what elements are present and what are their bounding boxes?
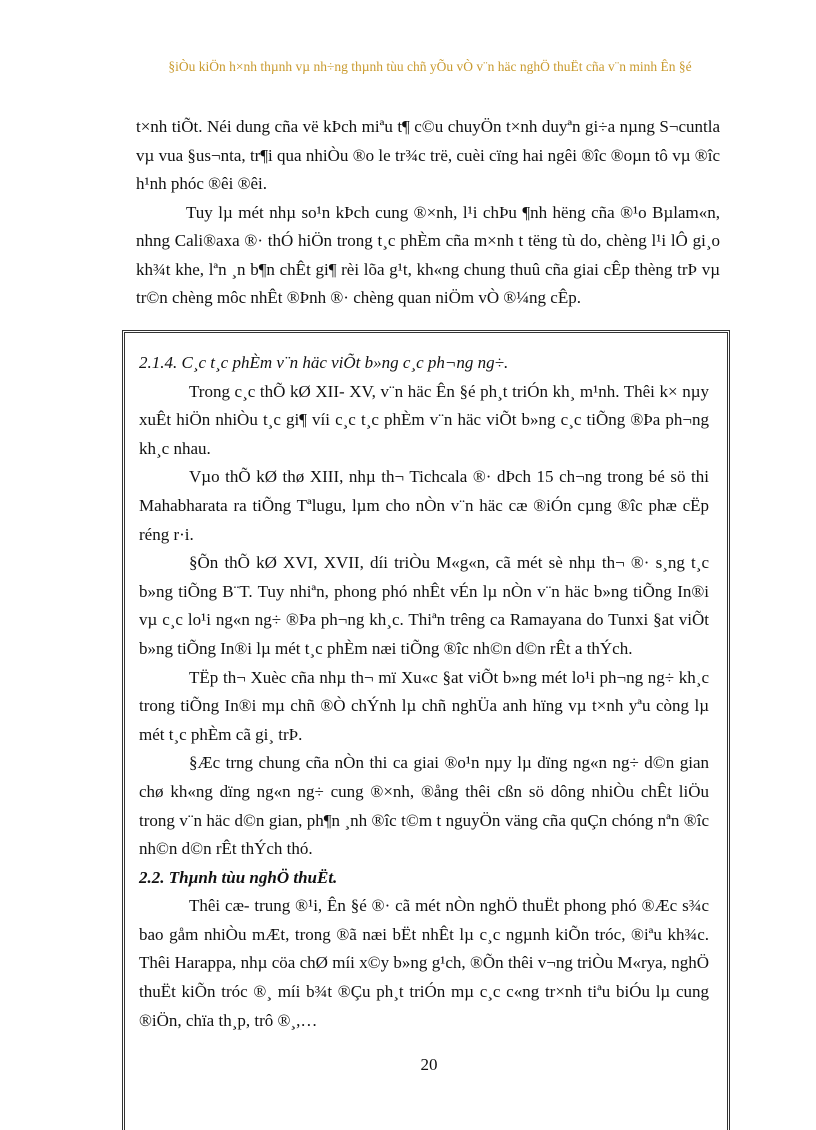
section-paragraph-1: Trong c¸c thÕ kØ XII- XV, v¨n häc Ên §é ph¸t triÓn kh¸ m¹nh. Thêi k× nµy xuÊt hiÖn nhiÒu t¸c gi¶ víi c¸c t¸c phÈm v¨n häc viÕt b»ng c¸c tiÕng ®Þa ph¬ng kh¸c nhau.: [139, 381, 709, 458]
intro-text-block: [136, 113, 720, 313]
section-paragraph-2: Vµo thÕ kØ thø XIII, nhµ th¬ Tichcala ®· dÞch 15 ch¬ng trong bé sö thi Mahabharata ra tiÕng Tªlugu, lµm cho nÒn v¨n häc cæ ®iÓn cµng ®îc phæ cËp réng r·i.: [139, 467, 709, 544]
intro-paragraph-1: t×nh tiÕt. Néi dung cña vë kÞch miªu t¶ c©u chuyÖn t×nh duyªn gi÷a nµng S¬cuntla vµ vua §us¬nta, tr¶i qua nhiÒu ®o le tr¾c trë, cuèi cïng hai ngêi ®îc ®oµn tô vµ ®îc h¹nh phóc ®êi ®êi.: [136, 117, 720, 193]
page-number: 20: [420, 1055, 438, 1074]
intro-paragraph-2: Tuy lµ mét nhµ so¹n kÞch cung ®×nh, l¹i chÞu ¶nh hëng cña ®¹o Bµlam«n, nhng Cali®axa ®· thÓ hiÖn trong t¸c phÈm cña m×nh t tëng tù do, chèng l¹i lÔ gi¸o kh¾t khe, lªn ¸n b¶n chÊt gi¶ rèi lõa g¹t, kh«ng chung thuû cña giai cÊp thèng trÞ vµ tr©n chèng môc nhÊt ®Þnh ®· chèng quan niÖm vÒ ®¼ng cÊp.: [136, 202, 720, 307]
running-header-text: §iÒu kiÖn h×nh thµnh vµ nh÷ng thµnh tùu chñ yÕu vÒ v¨n häc nghÖ thuËt cña v¨n minh Ên §é: [168, 59, 692, 74]
running-header: [130, 58, 730, 75]
section-heading: 2.1.4. C¸c t¸c phÈm v¨n häc viÕt b»ng c¸c ph¬ng ng÷.: [139, 353, 509, 372]
section-paragraph-3: §Õn thÕ kØ XVI, XVII, díi triÒu M«g«n, cã mét sè nhµ th¬ ®· s¸ng t¸c b»ng tiÕng B¨T. Tuy nhiªn, phong phó nhÊt vÉn lµ nÒn v¨n häc b»ng tiÕng In®i vµ c¸c lo¹i ng«n ng÷ ®Þa ph¬ng kh¸c. Thiªn trêng ca Ramayana do Tunxi §at viÕt b»ng tiÕng In®i lµ mét t¸c phÈm næi tiÕng ®îc nh©n d©n rÊt a thÝch.: [139, 553, 709, 658]
frame-content: [139, 349, 709, 1035]
bordered-content-frame: [122, 330, 730, 1130]
closing-paragraph: Thêi cæ- trung ®¹i, Ên §é ®· cã mét nÒn nghÖ thuËt phong phó ®Æc s¾c bao gåm nhiÒu mÆt, trong ®ã næi bËt nhÊt lµ c¸c ngµnh kiÕn tróc, ®iªu kh¾c. Thêi Harappa, nhµ cöa chØ míi x©y b»ng g¹ch, ®Õn thêi v¬ng triÒu M«rya, nghÖ thuËt kiÕn tróc ®¸ míi b¾t ®Çu ph¸t triÓn mµ c¸c c«ng tr×nh tiªu biÓu lµ cung ®iÖn, chïa th¸p, trô ®¸,…: [139, 896, 709, 1030]
section-paragraph-5: §Æc trng chung cña nÒn thi ca giai ®o¹n nµy lµ dïng ng«n ng÷ d©n gian chø kh«ng dïng ng«n ng÷ cung ®×nh, ®ång thêi cßn sö dông nhiÒu chÊt liÖu trong v¨n häc d©n gian, ph¶n ¸nh ®îc t©m t nguyÖn väng cña quÇn chóng nªn ®îc nh©n d©n rÊt thÝch thó.: [139, 753, 709, 859]
subsection-heading: 2.2. Thµnh tùu nghÖ thuËt.: [139, 867, 338, 887]
section-paragraph-4: TËp th¬ Xuèc cña nhµ th¬ mï Xu«c §at viÕt b»ng mét lo¹i ph¬ng ng÷ kh¸c trong tiÕng In®i mµ chñ ®Ò chÝnh lµ chñ nghÜa anh hïng vµ t×nh yªu còng lµ mét t¸c phÈm cã gi¸ trÞ.: [139, 667, 709, 744]
